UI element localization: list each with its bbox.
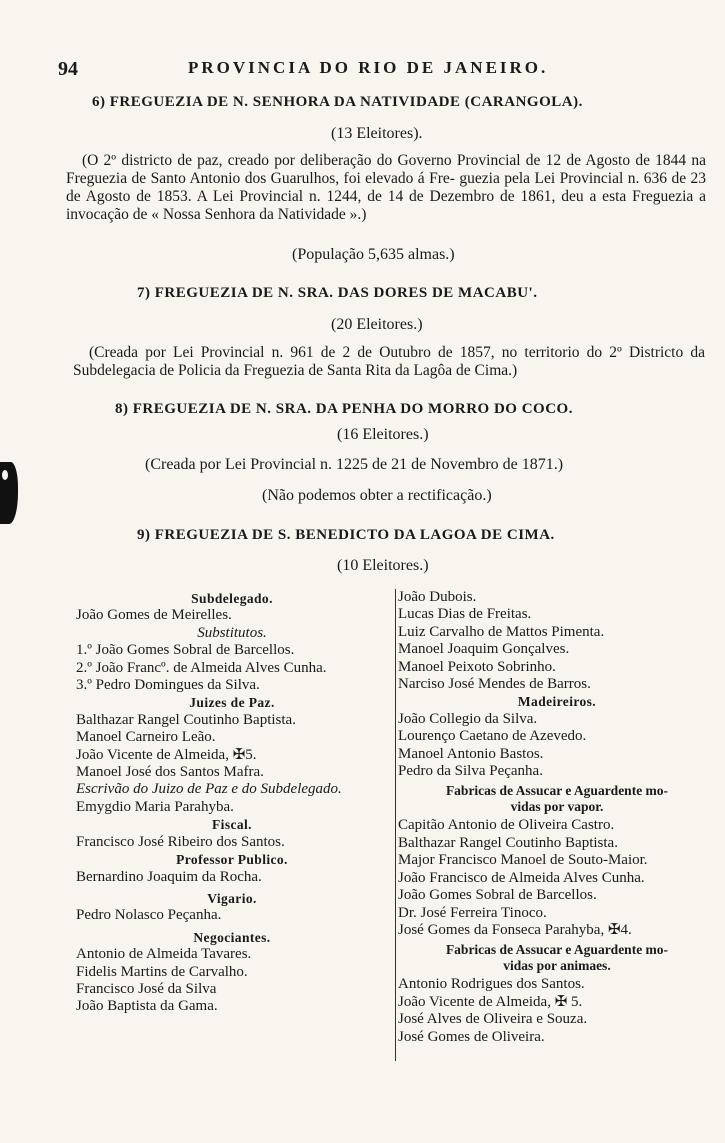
fabricas-animaes-heading-line: Fabricas de Assucar e Aguardente mo- xyxy=(445,942,669,958)
list-item: José Gomes da Fonseca Parahyba, ✠4. xyxy=(398,921,632,938)
fabricas-vapor-heading-line: Fabricas de Assucar e Aguardente mo- xyxy=(445,783,669,799)
parish7-note xyxy=(73,344,705,380)
list-item: Francisco José Ribeiro dos Santos. xyxy=(76,833,285,850)
list-item: Antonio Rodrigues dos Santos. xyxy=(398,976,585,993)
parish9-title: 9) FREGUEZIA DE S. BENEDICTO DA LAGOA DE CIMA. xyxy=(137,527,555,543)
parish8-note: (Creada por Lei Provincial n. 1225 de 21 de Novembro de 1871.) xyxy=(145,456,564,473)
list-item: Pedro da Silva Peçanha. xyxy=(398,763,543,780)
list-item: 2.º João Francº. de Almeida Alves Cunha. xyxy=(76,659,327,676)
list-item: Emygdio Maria Parahyba. xyxy=(76,798,234,815)
list-item: 3.º Pedro Domingues da Silva. xyxy=(76,677,260,694)
list-item: João Dubois. xyxy=(398,589,477,605)
list-item: Lucas Dias de Freitas. xyxy=(398,606,532,623)
parish6-note xyxy=(66,152,706,224)
page-number: 94 xyxy=(58,58,78,80)
parish6-note-line: da Natividade ».) xyxy=(259,206,367,223)
ink-blot-hole xyxy=(2,470,8,480)
list-item: Dr. José Ferreira Tinoco. xyxy=(398,904,547,921)
madeireiros-heading: Madeireiros. xyxy=(517,694,597,710)
list-item: Bernardino Joaquim da Rocha. xyxy=(76,868,262,885)
list-item: Manoel Carneiro Leão. xyxy=(76,729,216,746)
list-item: João Vicente de Almeida, ✠ 5. xyxy=(398,993,583,1010)
parish7-title: 7) FREGUEZIA DE N. SRA. DAS DORES DE MACABU'. xyxy=(137,285,538,301)
fabricas-animaes-heading xyxy=(398,942,716,974)
list-item: José Gomes de Oliveira. xyxy=(398,1028,545,1045)
fabricas-vapor-heading xyxy=(398,783,716,815)
list-item: 1.º João Gomes Sobral de Barcellos. xyxy=(76,642,295,659)
running-header: PROVINCIA DO RIO DE JANEIRO. xyxy=(188,58,549,77)
subdelegado-heading: Subdelegado. xyxy=(191,591,273,606)
left-column xyxy=(76,590,388,1016)
parish7-note-line: 2º Districto da Subdelegacia de Policia da Freguezia de Santa Rita da Lagôa de Cima.) xyxy=(73,344,706,379)
parish6-note-line: guezia pela Lei Provincial n. 636 de 23 de Agosto de 1853. A Lei Provincial n. 1244, xyxy=(66,170,706,205)
fiscal-heading: Fiscal. xyxy=(212,817,252,833)
list-item: Lourenço Caetano de Azevedo. xyxy=(398,728,587,745)
fabricas-animaes-heading-line: vidas por animaes. xyxy=(503,958,611,974)
fabricas-vapor-heading-line: vidas por vapor. xyxy=(510,799,604,815)
negociantes-heading: Negociantes. xyxy=(193,929,271,945)
parish6-note-line: de 14 de Dezembro de 1861, deu a esta Freguezia a invocação de « Nossa Senhora xyxy=(66,188,706,223)
list-item: Manoel Joaquim Gonçalves. xyxy=(398,641,570,658)
list-item: Manoel Antonio Bastos. xyxy=(398,745,544,762)
list-item: Antonio de Almeida Tavares. xyxy=(76,946,252,963)
list-item: Fidelis Martins de Carvalho. xyxy=(76,963,248,980)
list-item: Luiz Carvalho de Mattos Pimenta. xyxy=(398,623,605,640)
parish8-note2: (Não podemos obter a rectificação.) xyxy=(262,487,492,504)
parish7-electors: (20 Eleitores.) xyxy=(331,316,423,333)
professor-heading: Professor Publico. xyxy=(176,852,288,868)
substitutos-heading: Substitutos. xyxy=(197,624,267,641)
parish6-note-line: Agosto de 1844 na Freguezia de Santo Antonio dos Guarulhos, foi elevado á Fre- xyxy=(66,152,706,187)
list-item: Capitão Antonio de Oliveira Castro. xyxy=(398,817,615,834)
list-item: Manoel Peixoto Sobrinho. xyxy=(398,658,556,675)
list-item: João Baptista da Gama. xyxy=(76,998,218,1015)
parish8-electors: (16 Eleitores.) xyxy=(337,426,429,443)
list-item: João Vicente de Almeida, ✠5. xyxy=(76,746,257,763)
list-item: Manoel José dos Santos Mafra. xyxy=(76,764,264,781)
list-item: Balthazar Rangel Coutinho Baptista. xyxy=(76,711,296,728)
parish6-note-line: (O 2º districto de paz, creado por deliberação do Governo Provincial de 12 de xyxy=(82,152,581,169)
list-item: Pedro Nolasco Peçanha. xyxy=(76,907,222,924)
list-item: Balthazar Rangel Coutinho Baptista. xyxy=(398,834,618,851)
right-column xyxy=(395,589,716,1061)
parish7-note-line: (Creada por Lei Provincial n. 961 de 2 de Outubro de 1857, no territorio do xyxy=(89,344,603,361)
list-item: José Alves de Oliveira e Souza. xyxy=(398,1011,588,1028)
parish6-population: (População 5,635 almas.) xyxy=(292,246,455,263)
juizes-heading: Juizes de Paz. xyxy=(189,695,275,711)
list-item: João Francisco de Almeida Alves Cunha. xyxy=(398,869,645,886)
parish9-electors: (10 Eleitores.) xyxy=(337,557,429,574)
list-item: João Gomes Sobral de Barcellos. xyxy=(398,887,597,904)
list-item: João Gomes de Meirelles. xyxy=(76,607,232,624)
parish6-electors: (13 Eleitores). xyxy=(331,125,423,142)
parish8-title: 8) FREGUEZIA DE N. SRA. DA PENHA DO MORRO DO COCO. xyxy=(115,401,573,417)
list-item: João Collegio da Silva. xyxy=(398,710,538,727)
vigario-heading: Vigario. xyxy=(207,890,257,906)
parish6-title: 6) FREGUEZIA DE N. SENHORA DA NATIVIDADE (CARANGOLA). xyxy=(92,94,583,110)
list-item: Major Francisco Manoel de Souto-Maior. xyxy=(398,852,648,869)
list-item: Narciso José Mendes de Barros. xyxy=(398,676,591,693)
escrivao-heading: Escrivão do Juizo de Paz e do Subdelegado. xyxy=(76,781,342,798)
list-item: Francisco José da Silva xyxy=(76,980,217,997)
